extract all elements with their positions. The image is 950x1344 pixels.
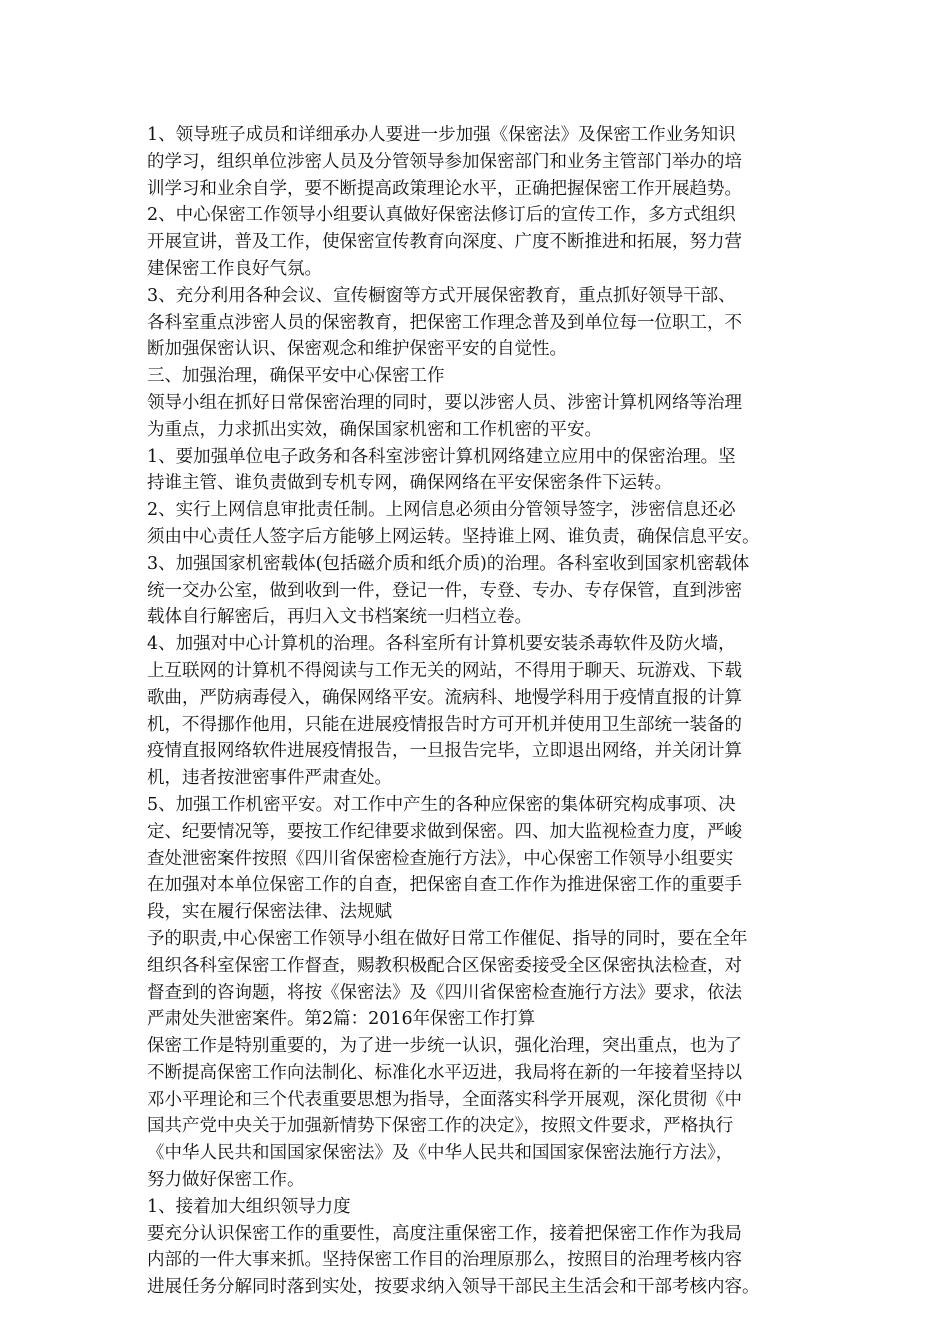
text-line: 1、领导班子成员和详细承办人要进一步加强《保密法》及保密工作业务知识: [147, 125, 736, 145]
text-line: 督查到的咨询题，将按《保密法》及《四川省保密检查施行方法》要求，依法: [147, 982, 742, 1003]
text-line: 训学习和业余自学，要不断提高政策理论水平，正确把握保密工作开展趋势。: [147, 178, 742, 199]
text-line: 载体自行解密后，再归入文书档案统一归档立卷。: [147, 607, 532, 628]
text-line: 2、实行上网信息审批责任制。上网信息必须由分管领导签字，涉密信息还必: [147, 500, 736, 521]
text-line: 各科室重点涉密人员的保密教育，把保密工作理念普及到单位每一位职工，不: [147, 312, 742, 333]
text-line: 保密工作是特别重要的，为了进一步统一认识，强化治理，突出重点，也为了: [147, 1036, 742, 1057]
text-line: 断加强保密认识、保密观念和维护保密平安的自觉性。: [147, 339, 567, 360]
text-line: 定、纪要情况等，要按工作纪律要求做到保密。四、加大监视检查力度，严峻: [147, 821, 742, 842]
text-line: 邓小平理论和三个代表重要思想为指导，全面落实科学开展观，深化贯彻《中: [147, 1089, 742, 1110]
text-line: 须由中心责任人签字后方能够上网运转。坚持谁上网、谁负责，确保信息平安。: [147, 526, 760, 547]
text-line: 查处泄密案件按照《四川省保密检查施行方法》，中心保密工作领导小组要实: [147, 848, 734, 869]
text-line: 开展宣讲，普及工作，使保密宣传教育向深度、广度不断推进和拓展，努力营: [147, 232, 742, 253]
section-heading: 三、加强治理，确保平安中心保密工作: [147, 366, 445, 387]
text-line: 内部的一件大事来抓。坚持保密工作目的治理原那么，按照目的治理考核内容: [147, 1250, 742, 1271]
text-line: 领导小组在抓好日常保密治理的同时，要以涉密人员、涉密计算机网络等治理: [147, 392, 742, 413]
text-line: 的学习，组织单位涉密人员及分管领导参加保密部门和业务主管部门举办的培: [147, 151, 742, 172]
text-line: 持谁主管、谁负责做到专机专网，确保网络在平安保密条件下运转。: [147, 473, 672, 494]
text-line: 2、中心保密工作领导小组要认真做好保密法修订后的宣传工作，多方式组织: [147, 205, 736, 226]
text-line: 建保密工作良好气氛。: [147, 258, 322, 279]
text-line: 1、要加强单位电子政务和各科室涉密计算机网络建立应用中的保密治理。坚: [147, 446, 736, 467]
text-line: 5、加强工作机密平安。对工作中产生的各种应保密的集体研究构成事项、决: [147, 794, 736, 815]
text-line: 进展任务分解同时落到实处，按要求纳入领导干部民主生活会和干部考核内容。: [147, 1277, 760, 1298]
text-line: 3、加强国家机密载体(包括磁介质和纸介质)的治理。各科室收到国家机密载体: [147, 553, 750, 574]
text-line: 机，不得挪作他用，只能在进展疫情报告时方可开机并使用卫生部统一装备的: [147, 714, 742, 735]
text-line: 统一交办公室，做到收到一件，登记一件，专登、专办、专存保管，直到涉密: [147, 580, 742, 601]
text-line: 歌曲，严防病毒侵入，确保网络平安。流病科、地慢学科用于疫情直报的计算: [147, 687, 742, 708]
text-line: 要充分认识保密工作的重要性，高度注重保密工作，接着把保密工作作为我局: [147, 1223, 742, 1244]
text-line: 上互联网的计算机不得阅读与工作无关的网站，不得用于聊天、玩游戏、下载: [147, 660, 742, 681]
text-line: 3、充分利用各种会议、宣传橱窗等方式开展保密教育，重点抓好领导干部、: [147, 285, 736, 306]
text-line: 不断提高保密工作向法制化、标准化水平迈进，我局将在新的一年接着坚持以: [147, 1062, 742, 1083]
text-line: 《中华人民共和国国家保密法》及《中华人民共和国国家保密法施行方法》，: [147, 1143, 734, 1164]
text-line: 组织各科室保密工作督查，赐教积极配合区保密委接受全区保密执法检查，对: [147, 955, 742, 976]
text-line: 1、接着加大组织领导力度: [147, 1196, 351, 1217]
text-line: 段，实在履行保密法律、法规赋: [147, 902, 392, 923]
text-line: 予的职责,中心保密工作领导小组在做好日常工作催促、指导的同时，要在全年: [147, 928, 748, 949]
text-line: 疫情直报网络软件进展疫情报告，一旦报告完毕，立即退出网络，并关闭计算: [147, 741, 742, 762]
document-body: [147, 122, 807, 1301]
text-line: 为重点，力求抓出实效，确保国家机密和工作机密的平安。: [147, 419, 602, 440]
text-line: 在加强对本单位保密工作的自查，把保密自查工作作为推进保密工作的重要手: [147, 875, 742, 896]
text-line: 严肃处失泄密案件。第2篇：2016年保密工作打算: [147, 1009, 536, 1030]
text-line: 机，违者按泄密事件严肃查处。: [147, 768, 392, 789]
text-line: 国共产党中央关于加强新情势下保密工作的决定》，按照文件要求，严格执行: [147, 1116, 734, 1137]
text-line: 4、加强对中心计算机的治理。各科室所有计算机要安装杀毒软件及防火墙，: [147, 634, 736, 655]
text-line: 努力做好保密工作。: [147, 1170, 305, 1191]
